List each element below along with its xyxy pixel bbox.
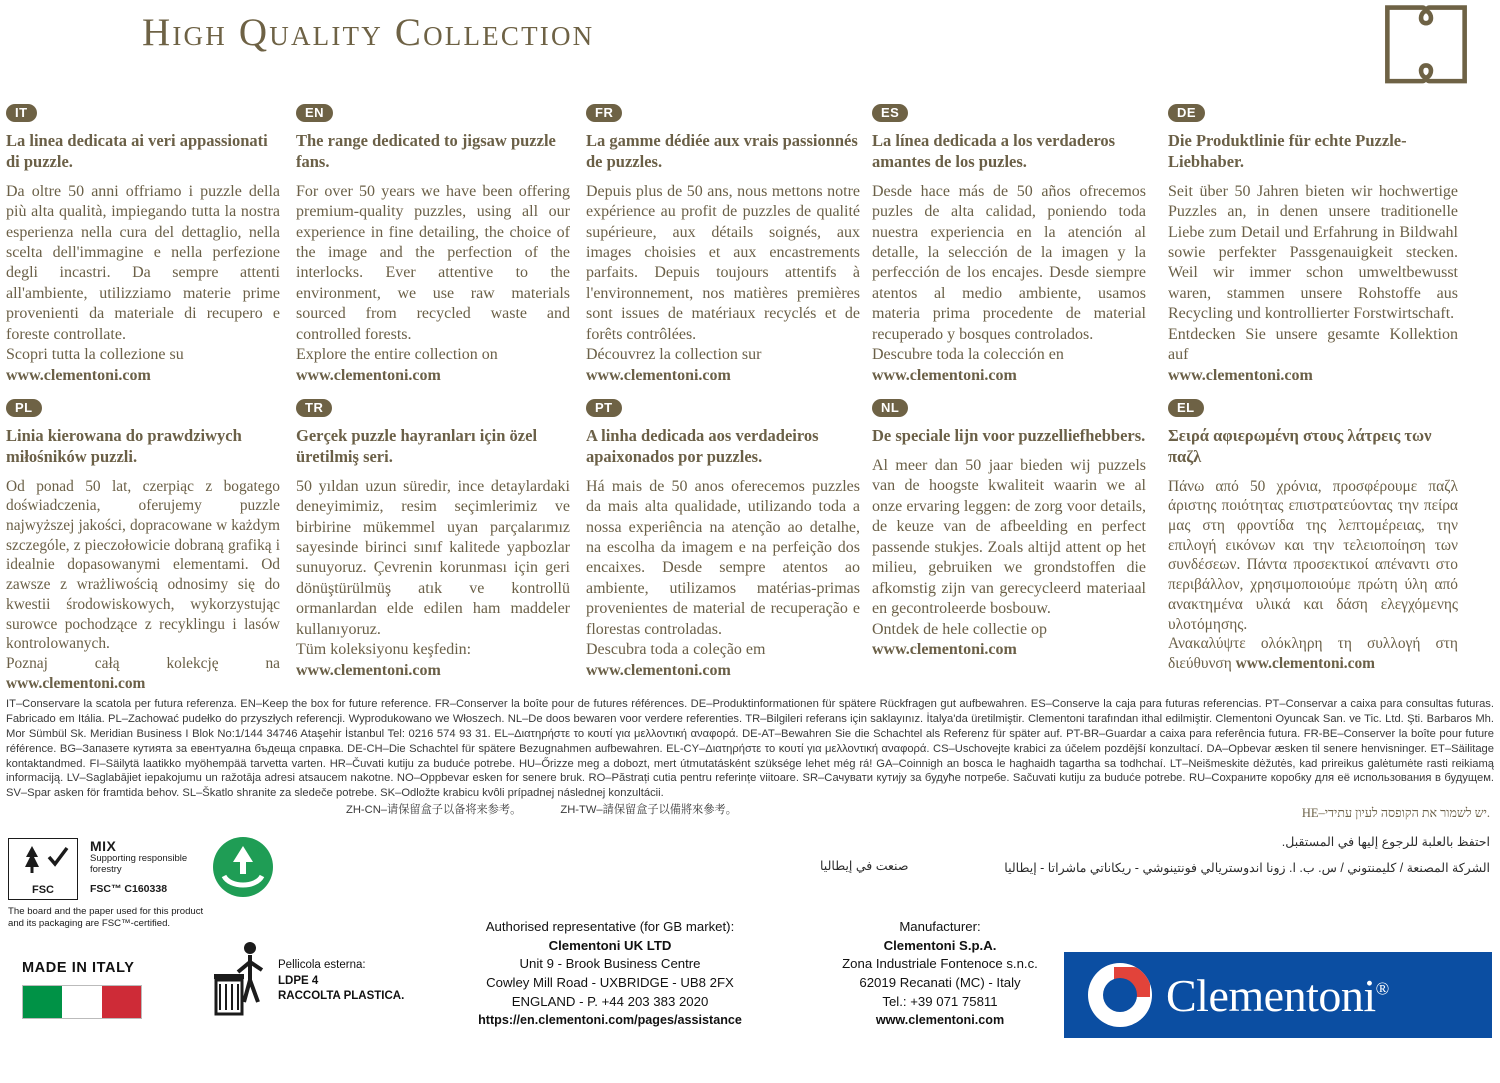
fsc-note: The board and the paper used for this product and its packaging are FSC™-certified. — [8, 906, 204, 929]
uk-company: Clementoni UK LTD — [548, 937, 672, 953]
uk-line2: Cowley Mill Road - UXBRIDGE - UB8 2FX — [486, 975, 734, 991]
uk-assistance-link[interactable]: https://en.clementoni.com/pages/assistance — [478, 1012, 742, 1027]
language-url-pt[interactable]: www.clementoni.com — [586, 661, 731, 679]
language-heading-pt: A linha dedicada aos verdadeiros apaixonados por puzzles. — [586, 426, 819, 466]
language-body-es: Desde hace más de 50 años ofrecemos puzles de alta calidad, poniendo toda nuestra experiencia en la atención al detalle, la selección de la imagen y la perfección de los encajes. Desde siempre atentos al medio ambiente, usamos materia prima procedente de material recuperado y bosques controlados. Descubre toda la colección en www.clementoni.com — [872, 182, 1146, 384]
clementoni-logo-icon — [1088, 963, 1152, 1027]
language-body-it: Da oltre 50 anni offriamo i puzzle della più alta qualità, impiegando tutta la nostra esperienza nella cura del dettaglio, nella scelta dell'immagine e nella perfezione degli incastri. Da sempre attenti all'ambiente, utilizziamo materie prime provenienti da materiale di recupero e foreste controllate. Scopri tutta la collezione su www.clementoni.com — [6, 182, 280, 384]
language-heading-fr: La gamme dédiée aux vrais passionnés de puzzles. — [586, 131, 858, 171]
manufacturer-line1: Zona Industriale Fontenoce s.n.c. — [842, 956, 1038, 972]
fsc-mix-info — [90, 838, 200, 895]
tree-icon — [22, 845, 42, 875]
page-title: High Quality Collection — [142, 11, 595, 54]
language-block-pt — [586, 399, 860, 681]
language-body-nl: Al meer dan 50 jaar bieden wij puzzels van de hoogste kwaliteit waarin we al onze ervaring leggen: de zorg voor details, de keuze van de afbeelding en perfect passende stukjes. Zoals altijd attent op het milieu, gebruiken we grondstoffen die afkomstig zijn van gerecycleerd materiaal en gecontroleerde bosbouw. Ontdek de hele collectie op www.clementoni.com — [872, 456, 1146, 658]
plastic-note-title: Pellicola esterna: — [278, 959, 366, 971]
language-block-fr — [586, 104, 860, 386]
language-heading-en: The range dedicated to jigsaw puzzle fans. — [296, 131, 556, 171]
fsc-certification — [8, 838, 203, 930]
language-body-pl: Od ponad 50 lat, czerpiąc z bogatego doświadczenia, oferujemy puzzle najwyższej jakości, dopracowane w każdym szczególe, z pieczołowicie dobraną grafiką i idealnie dopasowanymi elementami. Od zawsze z wrażliwością odnosimy się do kwestii środowiskowych, wykorzystując surowce pochodzące z recyklingu i lasów kontrolowanych. Poznaj całą kolekcję na www.clementoni.com — [6, 477, 280, 692]
manufacturer-website-link[interactable]: www.clementoni.com — [875, 1012, 1005, 1027]
puzzle-piece-icon — [1380, 2, 1472, 94]
language-body-de: Seit über 50 Jahren bieten wir hochwertige Puzzles an, in denen unsere traditionelle Liebe zum Detail und Erfahrung in Bildwahl sowie perfekter Passgenauigkeit stecken. Weil wir immer schon umweltbewusst waren, stammen unsere Rohstoffe aus Recycling und kontrollierter Forstwirtschaft. Entdecken Sie unsere gesamte Kollektion auf www.clementoni.com — [1168, 182, 1458, 384]
fsc-mix-label: MIX — [90, 838, 117, 854]
fsc-supporting-label: Supporting responsible forestry — [90, 853, 188, 875]
language-block-nl — [872, 399, 1146, 660]
language-block-en — [296, 104, 570, 386]
language-url-it[interactable]: www.clementoni.com — [6, 366, 151, 384]
language-heading-el: Σειρά αφιερωμένη στους λάτρεις των παζλ — [1168, 426, 1432, 466]
language-heading-pl: Linia kierowana do prawdziwych miłośników puzzli. — [6, 426, 242, 466]
manufacturer-title: Manufacturer: — [899, 919, 981, 934]
language-badge-el: EL — [1168, 399, 1204, 417]
language-badge-de: DE — [1168, 104, 1205, 122]
manufacturer-line2: 62019 Recanati (MC) - Italy — [859, 975, 1021, 991]
language-url-nl[interactable]: www.clementoni.com — [872, 641, 1017, 658]
plastic-note-line3: RACCOLTA PLASTICA. — [278, 990, 405, 1003]
legal-fineprint-cjk — [6, 803, 1494, 818]
manufacturer-company: Clementoni S.p.A. — [883, 937, 997, 953]
made-in-italy-label: MADE IN ITALY — [22, 960, 135, 976]
uk-title: Authorised representative (for GB market): — [485, 919, 735, 934]
plastic-note-line2: LDPE 4 — [278, 974, 319, 987]
language-heading-tr: Gerçek puzzle hayranları için özel üretilmiş seri. — [296, 426, 538, 466]
language-url-en[interactable]: www.clementoni.com — [296, 366, 441, 384]
language-body-tr: 50 yıldan uzun süredir, ince detaylardaki deneyimimiz, resim seçimlerimiz ve birbirine mükemmel uyan parçalarımız sayesinde birinci sınıf kalitede yapbozlar sunuyoruz. Çevrenin korunması için geri dönüştürülmüş atık ve kontrollü ormanlardan elde edilen ham maddeler kullanıyoruz. Tüm koleksiyonu keşfedin: www.clementoni.com — [296, 477, 570, 679]
language-url-pl[interactable]: www.clementoni.com — [6, 674, 146, 692]
uk-line3: ENGLAND - P. +44 203 383 2020 — [511, 993, 709, 1009]
fsc-logo-label: FSC — [32, 884, 54, 896]
language-body-pt: Há mais de 50 anos oferecemos puzzles da mais alta qualidade, utilizando toda a nossa experiência na atenção ao detalhe, na escolha da imagem e na perfeição dos encaixes. Desde sempre atentos ao ambiente, utilizamos matérias-primas provenientes de material de recuperação e florestas controladas. Descubra toda a coleção em www.clementoni.com — [586, 477, 860, 679]
language-url-es[interactable]: www.clementoni.com — [872, 366, 1017, 384]
legal-fineprint-ar-1: احتفظ بالعلبة للرجوع إليها في المستقبل. — [1281, 835, 1490, 849]
manufacturer-block — [800, 918, 1080, 1030]
language-badge-pl: PL — [6, 399, 42, 417]
language-url-de[interactable]: www.clementoni.com — [1168, 366, 1313, 384]
language-badge-it: IT — [6, 104, 37, 122]
brand-name: Clementoni® — [1166, 969, 1389, 1021]
language-badge-es: ES — [872, 104, 908, 122]
svg-text:®: ® — [256, 843, 265, 857]
uk-line1: Unit 9 - Brook Business Centre — [519, 956, 701, 972]
language-body-fr: Depuis plus de 50 ans, nous mettons notre expérience au profit de puzzles de qualité supérieure, aux détails soignés, aux images choisies et aux encastrements parfaits. Depuis toujours attentifs à l'environnement, nos matières premières sont issues de matériaux recyclés et de forêts contrôlées. Découvrez la collection sur www.clementoni.com — [586, 182, 860, 384]
language-block-pl — [6, 399, 280, 693]
language-badge-pt: PT — [586, 399, 622, 417]
fsc-code: FSC™ C160338 — [90, 882, 168, 895]
legal-fineprint-he: HE–יש לשמור את הקופסה לעיון עתידי. — [1301, 806, 1490, 820]
language-badge-en: EN — [296, 104, 333, 122]
legal-fineprint-zh-cn: ZH-CN–请保留盒子以备将来参考。 — [346, 804, 522, 817]
language-heading-de: Die Produktlinie für echte Puzzle-Liebhaber. — [1168, 131, 1407, 171]
language-row-1 — [0, 104, 1500, 399]
brand-trademark: ® — [1375, 978, 1389, 999]
language-blocks — [0, 104, 1500, 692]
language-url-el[interactable]: www.clementoni.com — [1235, 655, 1375, 673]
language-badge-tr: TR — [296, 399, 332, 417]
language-heading-nl: De speciale lijn voor puzzelliefhebbers. — [872, 426, 1146, 445]
language-block-el — [1168, 399, 1458, 674]
language-row-2 — [0, 399, 1500, 692]
language-block-es — [872, 104, 1146, 386]
legal-fineprint-zh-tw: ZH-TW–請保留盒子以備將來參考。 — [560, 804, 737, 817]
fsc-logo-icon — [8, 838, 78, 900]
language-heading-es: La línea dedicada a los verdaderos amantes de los puzles. — [872, 131, 1116, 171]
manufacturer-line3: Tel.: +39 071 75811 — [882, 993, 998, 1009]
language-heading-it: La linea dedicata ai veri appassionati di puzzle. — [6, 131, 268, 171]
language-block-it — [6, 104, 280, 386]
language-url-fr[interactable]: www.clementoni.com — [586, 366, 731, 384]
language-badge-fr: FR — [586, 104, 622, 122]
header — [0, 0, 1500, 92]
language-body-en: For over 50 years we have been offering premium-quality puzzles, using all our experience in fine detailing, the choice of the image and the perfection of the interlocks. Ever attentive to the environment, we use raw materials sourced from recycled waste and controlled forests. Explore the entire collection on www.clementoni.com — [296, 182, 570, 384]
authorised-representative-block — [440, 918, 780, 1030]
legal-fineprint-main: IT–Conservare la scatola per futura referenza. EN–Keep the box for future reference. FR–Conserver la boîte pour de futures références. DE–Produktinformationen für spätere Rückfragen gut aufbewahren. ES–Conserve la caja para futuras referencias. PT–Conservar a caixa para consultas futuras. Fabricado em Itália. PL–Zachować pudełko do przyszłych referencji. Wyprodukowano we Włoszech. NL–De doos bewaren voor verdere referenties. TR–Bilgileri referans için saklayınız. İtalya'da üretilmiştir. Clementoni tarafından ithal edilmiştir. Clementoni Oyuncak San. ve Tic. Ltd. Şti. Barbaros Mh. Mor Sümbül Sk. Meridian Business I Blok No:1/144 34746 Ataşehir İstanbul Tel: 0216 574 93 31. EL–Διατηρήστε το κουτί για μελλοντική αναφορά. DE-AT–Bewahren Sie die Schachtel als Referenz für später auf. PT-BR–Guardar a caixa para referência futura. FR-BE–Conserver la boîte pour future référence. BG–Запазете кутията за евентуална бъдеща справка. DE-CH–Die Schachtel für spätere Bezugnahmen aufbewahren. EL-CY–Διατηρήστε το κουτί για μελλοντική αναφορά. CS–Uschovejte krabici za účelem pozdější konzultací. DA–Opbevar æsken til senere henvisninger. ET–Säilitage kontaktandmed. FI–Säilytä laatikko myöhempää tarvetta varten. HR–Čuvati kutiju za buduće potrebe. HU–Őrizze meg a dobozt, mert útmutatásként szüksége lehet még rá! GA–Coinnigh an bosca le haghaidh tagartha sa todhchaí. LT–Neišmeskite dėžutės, kad prireikus galėtumėte rasti reikiamą informaciją. LV–Saglabājiet iepakojumu un ražotāja adresi atsaucem nakotne. NO–Oppbevar esken for senere bruk. RO–Păstrați cutia pentru referințe viitoare. SR–Сачувати кутију за будуће потребе. Sačuvati kutiju za buduće potrebe. RU–Сохраните коробку для её использования в будущем. SV–Spar asken för framtida behov. SL–Škatlo shranite za sledeče potrebe. SK–Odložte krabicu kvôli prípadnej následnej konzultácii. — [6, 698, 1494, 800]
language-block-de — [1168, 104, 1458, 386]
language-badge-nl: NL — [872, 399, 908, 417]
language-url-tr[interactable]: www.clementoni.com — [296, 661, 441, 679]
language-block-tr — [296, 399, 570, 681]
recycle-icon — [212, 836, 274, 898]
legal-fineprint-ar-3: صنعت في إيطاليا — [820, 859, 909, 873]
brand-logo — [1064, 952, 1492, 1038]
plastic-collection-note — [278, 958, 408, 1005]
legal-fineprint-ar-2: الشركة المصنعة / كليمنتوني / س. ب. ا. زونا اندوستريالي فونتينوشي - ريكاناتي ماشراتا - إيطاليا — [1004, 861, 1490, 875]
do-not-litter-icon — [212, 940, 274, 1026]
check-icon — [47, 845, 69, 869]
legal-fineprint — [6, 697, 1494, 818]
italy-flag-icon — [22, 985, 142, 1019]
language-body-el: Πάνω από 50 χρόνια, προσφέρουμε παζλ άριστης ποιότητας επιστρατεύοντας την πείρα μας στη φροντίδα της λεπτομέρειας, την επιλογή εικόνων και την τελειοποίηση των συνδέσεων. Πάντα προσεκτικοί απέναντι στο περιβάλλον, χρησιμοποιούμε πρώτη ύλη από ανακτημένα υλικά και δάση ελεγχόμενης υλοτόμησης. Ανακαλύψτε ολόκληρη τη συλλογή στη διεύθυνση www.clementoni.com — [1168, 477, 1458, 673]
